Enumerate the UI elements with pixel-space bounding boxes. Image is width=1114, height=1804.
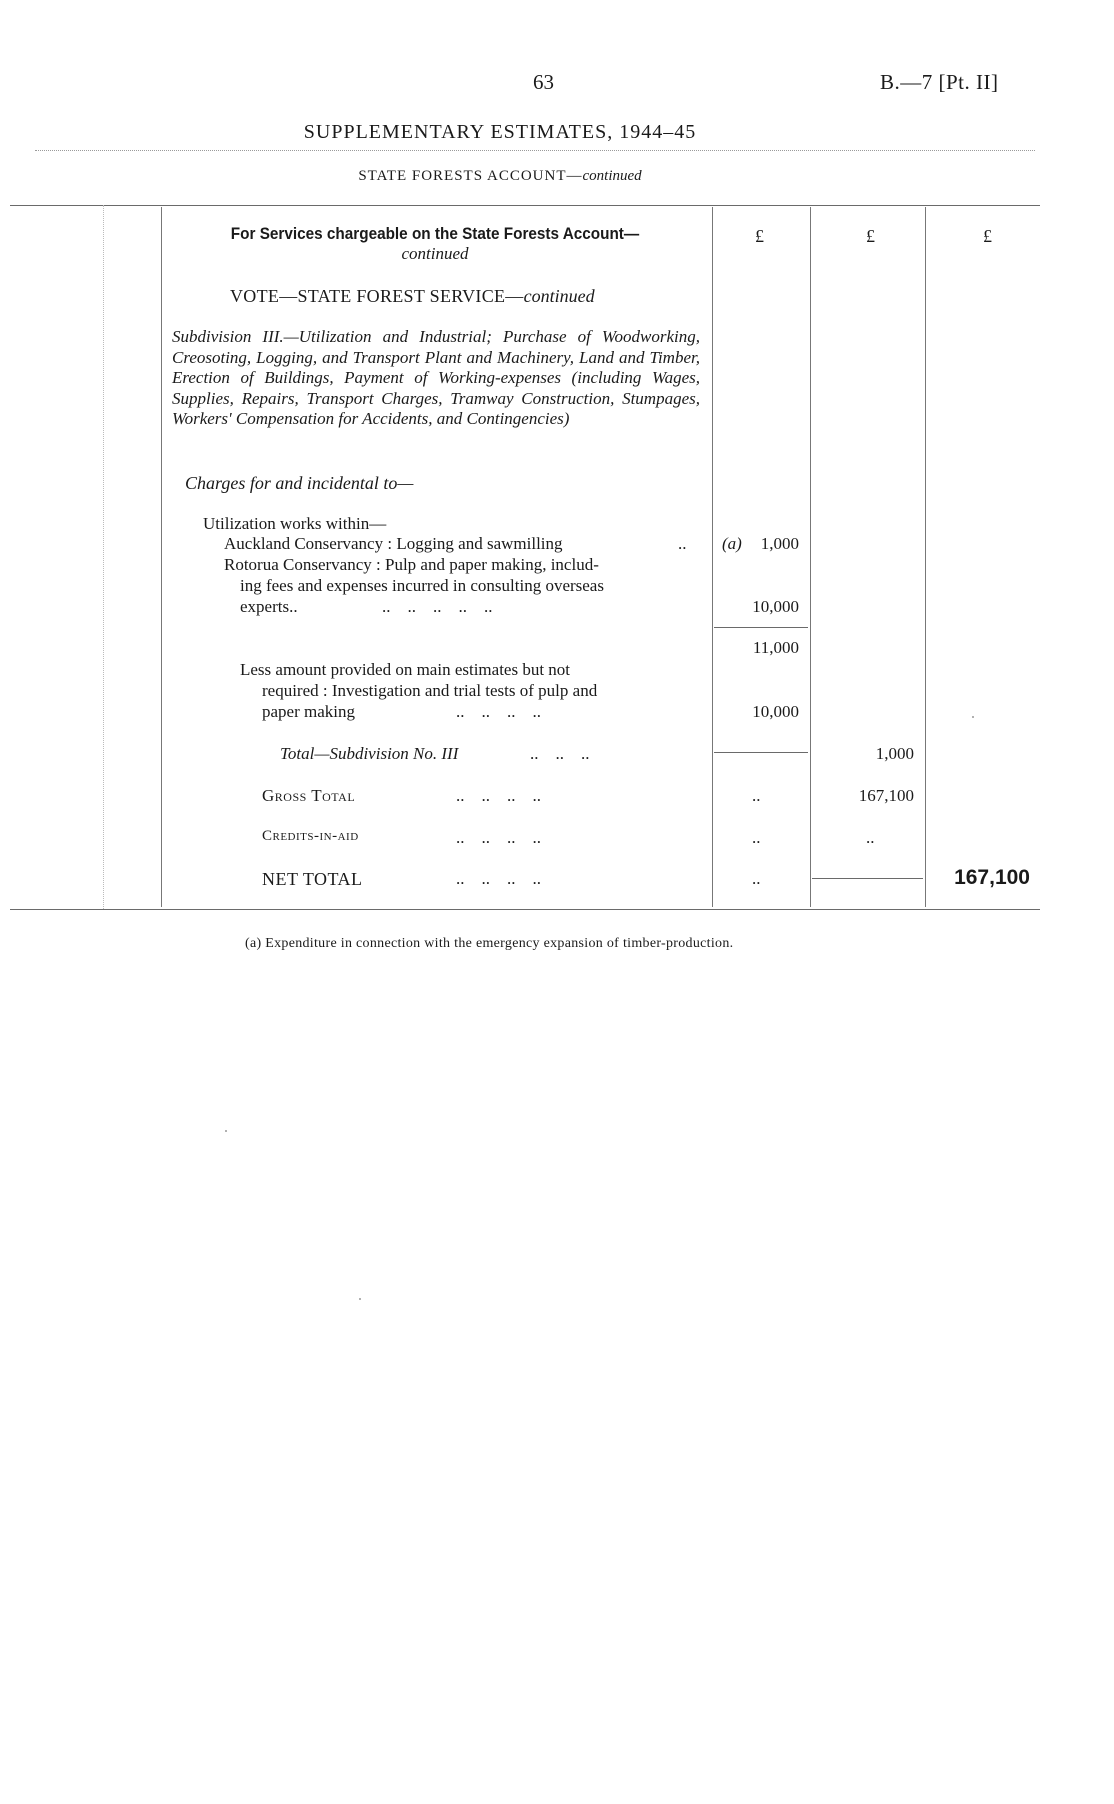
scan-speck: [359, 1298, 361, 1300]
scan-speck: [225, 1130, 227, 1132]
footnote-ref-a: (a): [722, 534, 742, 553]
column-rule-1: [712, 207, 713, 907]
left-margin-rule: [103, 205, 104, 909]
document-title: SUPPLEMENTARY ESTIMATES, 1944–45: [303, 121, 697, 143]
subdivision-total-leader: .. .. ..: [530, 744, 590, 763]
scan-speck: [972, 716, 974, 718]
gross-total-leader: .. .. .. ..: [456, 786, 541, 805]
rotorua-item-line1: Rotorua Conservancy : Pulp and paper making, includ-: [224, 555, 599, 574]
less-amount-line1: Less amount provided on main estimates but not: [240, 660, 571, 679]
section-heading: For Services chargeable on the State Forests Account—: [230, 224, 640, 243]
header-rule: [35, 150, 1035, 151]
rotorua-item-line3: experts..: [240, 597, 298, 616]
section-heading-continued: continued: [401, 244, 469, 263]
table-bottom-rule: [10, 909, 1040, 910]
auckland-item-label: Auckland Conservancy : Logging and sawmilling: [224, 534, 563, 553]
items-sum-value: 11,000: [752, 638, 799, 657]
net-total-leader: .. .. .. ..: [456, 869, 541, 888]
subtotal-rule: [714, 752, 808, 753]
net-total-col1: ..: [752, 869, 761, 888]
currency-col2: £: [866, 226, 875, 246]
utilization-heading: Utilization works within—: [203, 514, 387, 533]
rotorua-item-value: 10,000: [752, 597, 799, 616]
credits-in-aid-leader: .. .. .. ..: [456, 828, 541, 847]
document-subtitle: STATE FORESTS ACCOUNT—continued: [358, 168, 642, 184]
currency-col3: £: [983, 226, 992, 246]
subdivision-total-value: 1,000: [875, 744, 914, 763]
table-top-rule: [10, 205, 1040, 206]
page-number: 63: [533, 70, 554, 94]
auckland-item-value: 1,000: [760, 534, 799, 553]
gross-total-col1: ..: [752, 786, 761, 805]
auckland-item-leader: ..: [678, 534, 687, 553]
currency-col1: £: [755, 226, 764, 246]
column-rule-3: [925, 207, 926, 907]
footnote: (a) Expenditure in connection with the emergency expansion of timber-production.: [245, 936, 734, 951]
less-amount-leader: .. .. .. ..: [456, 702, 541, 721]
page-reference: B.—7 [Pt. II]: [880, 70, 999, 94]
gross-total-value: 167,100: [858, 786, 914, 805]
vote-title: VOTE—STATE FOREST SERVICE—continued: [230, 286, 595, 306]
credits-in-aid-col1: ..: [752, 828, 761, 847]
sum-rule: [714, 627, 808, 628]
rotorua-item-line2: ing fees and expenses incurred in consulting overseas: [240, 576, 604, 595]
subdivision-description: Subdivision III.—Utilization and Industrial; Purchase of Woodworking, Creosoting, Logging, and Transport Plant and Machinery, Land and Timber, Erection of Buildings, Payment of Working-expenses (including Wages, Supplies, Repairs, Transport Charges, Tramway Construction, Stumpages, Workers' Compensation for Accidents, and Contingencies): [172, 327, 700, 428]
credits-in-aid-col2: ..: [866, 828, 875, 847]
less-amount-line3: paper making: [262, 702, 355, 721]
column-rule-2: [810, 207, 811, 907]
charges-heading: Charges for and incidental to—: [185, 473, 414, 493]
net-total-rule: [812, 878, 923, 879]
column-rule-description: [161, 207, 162, 907]
rotorua-item-leader: .. .. .. .. ..: [382, 597, 493, 616]
gross-total-label: Gross Total: [262, 786, 356, 805]
net-total-value: 167,100: [954, 866, 1030, 889]
less-amount-line2: required : Investigation and trial tests of pulp and: [262, 681, 598, 700]
net-total-label: NET TOTAL: [262, 869, 363, 889]
subdivision-total-label: Total—Subdivision No. III: [280, 744, 459, 763]
credits-in-aid-label: Credits-in-aid: [262, 828, 359, 844]
less-amount-value: 10,000: [752, 702, 799, 721]
